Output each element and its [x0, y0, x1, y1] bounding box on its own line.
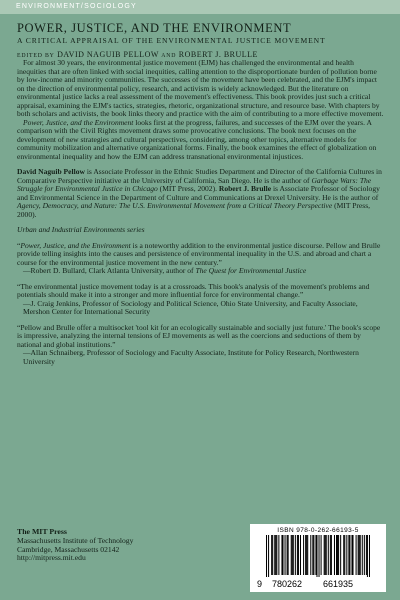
publisher-url[interactable]: http://mitpress.mit.edu — [17, 553, 86, 563]
intro-paragraph-2 — [17, 119, 385, 162]
blurb-3-text: “Pellow and Brulle offer a multisocket 'tool kit for an ecologically sustainable and socially just future.' The book's scope is impressive, analyzing the internal tensions of EJ movements as well as the coercions and seductions of them by national and global institutions.” — [17, 322, 381, 349]
isbn-barcode — [250, 524, 386, 592]
edited-by-label: EDITED BY — [17, 53, 55, 59]
bio-book-1: Garbage Wars: The Struggle for Environmental Justice in Chicago — [17, 175, 372, 193]
series-category: ENVIRONMENT/SOCIOLOGY — [16, 3, 137, 10]
intro-paragraph-1: For almost 30 years, the environmental justice movement (EJM) has challenged the environmental and health inequities that are often linked with social inequities, calling attention to the disproportionate burden of pollution borne by low-income and minority communities. The successes of the movement have been celebrated, and the EJM's impact on the direction of environmental policy, research, and activism is widely acknowledged. But the literature on environmental justice lacks a real assessment of the movement's effectiveness. This book provides just such a critical appraisal, examining the EJM's tactics, strategies, rhetoric, organizational structure, and resource base. With chapters by both scholars and activists, the book links theory and practice with the aim of contributing to a more effective movement. — [17, 58, 384, 118]
publisher-line-1: Massachusetts Institute of Technology — [17, 535, 134, 545]
blurb-3 — [17, 324, 385, 367]
bio-end-2: (MIT Press, 2000). — [17, 201, 371, 219]
publisher-block — [17, 528, 133, 563]
bio-text-2: is Associate Professor of Sociology and Environmental Science in the Department of Culture and Communications at Drexel University. He is the author of — [17, 184, 380, 202]
blurb-3-attribution: —Allan Schnaiberg, Professor of Sociology and Faculty Associate, Institute for Policy Research, Northwestern University — [23, 348, 359, 366]
bio-text-1: is Associate Professor in the Ethnic Studies Department and Director of the California Cultures in Comparative Perspective initiative at the University of California, San Diego. He is the author of — [17, 167, 382, 185]
publisher-line-2: Cambridge, Massachusetts 02142 — [17, 544, 120, 554]
series-band — [0, 0, 400, 14]
blurb-1-book-title: Power, Justice, and the Environment — [20, 240, 131, 250]
blurb-1-body: is a noteworthy addition to the environmental justice discourse. Pellow and Brulle provide telling insights into the causes and persistence of environmental inequality in the U.S. and abroad and chart a course for the environmental justice movement in the new century.” — [17, 240, 381, 267]
book-series-line: Urban and Industrial Environments series — [17, 225, 145, 234]
cover-content — [17, 22, 385, 366]
and-word: AND — [161, 53, 177, 59]
intro-paragraph-2-text: looks first at the progress, failures, and successes of the EJM over the years. A comparison with the Civil Rights movement draws some provocative conclusions. The book next focuses on the development of new strategies and cultural perspectives, considering, among other topics, alternative models for community mobilization and alternative organizational forms. Finally, the book examines the effect of globalization on environmental inequality and how the EJM can address transnational environmental injustices. — [17, 117, 377, 161]
blurb-1 — [17, 242, 385, 276]
intro-book-title: Power, Justice, and the Environment — [23, 117, 134, 127]
bio-name-2: Robert J. Brulle — [218, 184, 272, 193]
blurb-1-text — [17, 242, 385, 268]
publisher-name: The MIT Press — [17, 527, 67, 536]
blurb-2-text: “The environmental justice movement today is at a crossroads. This book's analysis of the movement's problems and potentials should make it into a stronger and more influential force for environmental change.” — [17, 281, 370, 299]
book-subtitle: A CRITICAL APPRAISAL OF THE ENVIRONMENTAL JUSTICE MOVEMENT — [17, 36, 326, 45]
isbn-number: ISBN 978-0-262-66193-5 — [277, 527, 359, 534]
barcode-icon — [266, 535, 370, 577]
barcode-digits-group-2: 661935 — [323, 579, 354, 589]
bio-name-1: David Naguib Pellow — [17, 167, 85, 176]
blurb-1-open-quote: “ — [17, 240, 21, 250]
blurb-2 — [17, 283, 385, 317]
blurb-1-attrib-book: The Quest for Environmental Justice — [195, 266, 307, 275]
editor-name-1: DAVID NAGUIB PELLOW — [57, 50, 159, 59]
bio-book-2: Agency, Democracy, and Nature: The U.S. Environmental Movement from a Critical Theory Perspective — [17, 201, 333, 210]
blurb-2-attribution: —J. Craig Jenkins, Professor of Sociology and Political Science, Ohio State University, and Faculty Associate, Mershon Center for International Security — [23, 298, 358, 316]
blurb-1-attribution — [17, 267, 385, 276]
editor-name-2: ROBERT J. BRULLE — [178, 50, 258, 59]
blurb-1-attrib-text: —Robert D. Bullard, Clark Atlanta University, author of — [23, 266, 196, 275]
barcode-digits-group-1: 780262 — [272, 579, 303, 589]
book-title: POWER, JUSTICE, AND THE ENVIRONMENT — [17, 21, 292, 35]
bio-end-1: (MIT Press, 2002). — [157, 184, 217, 193]
barcode-digit-first: 9 — [257, 579, 263, 589]
editor-bios — [17, 168, 385, 219]
